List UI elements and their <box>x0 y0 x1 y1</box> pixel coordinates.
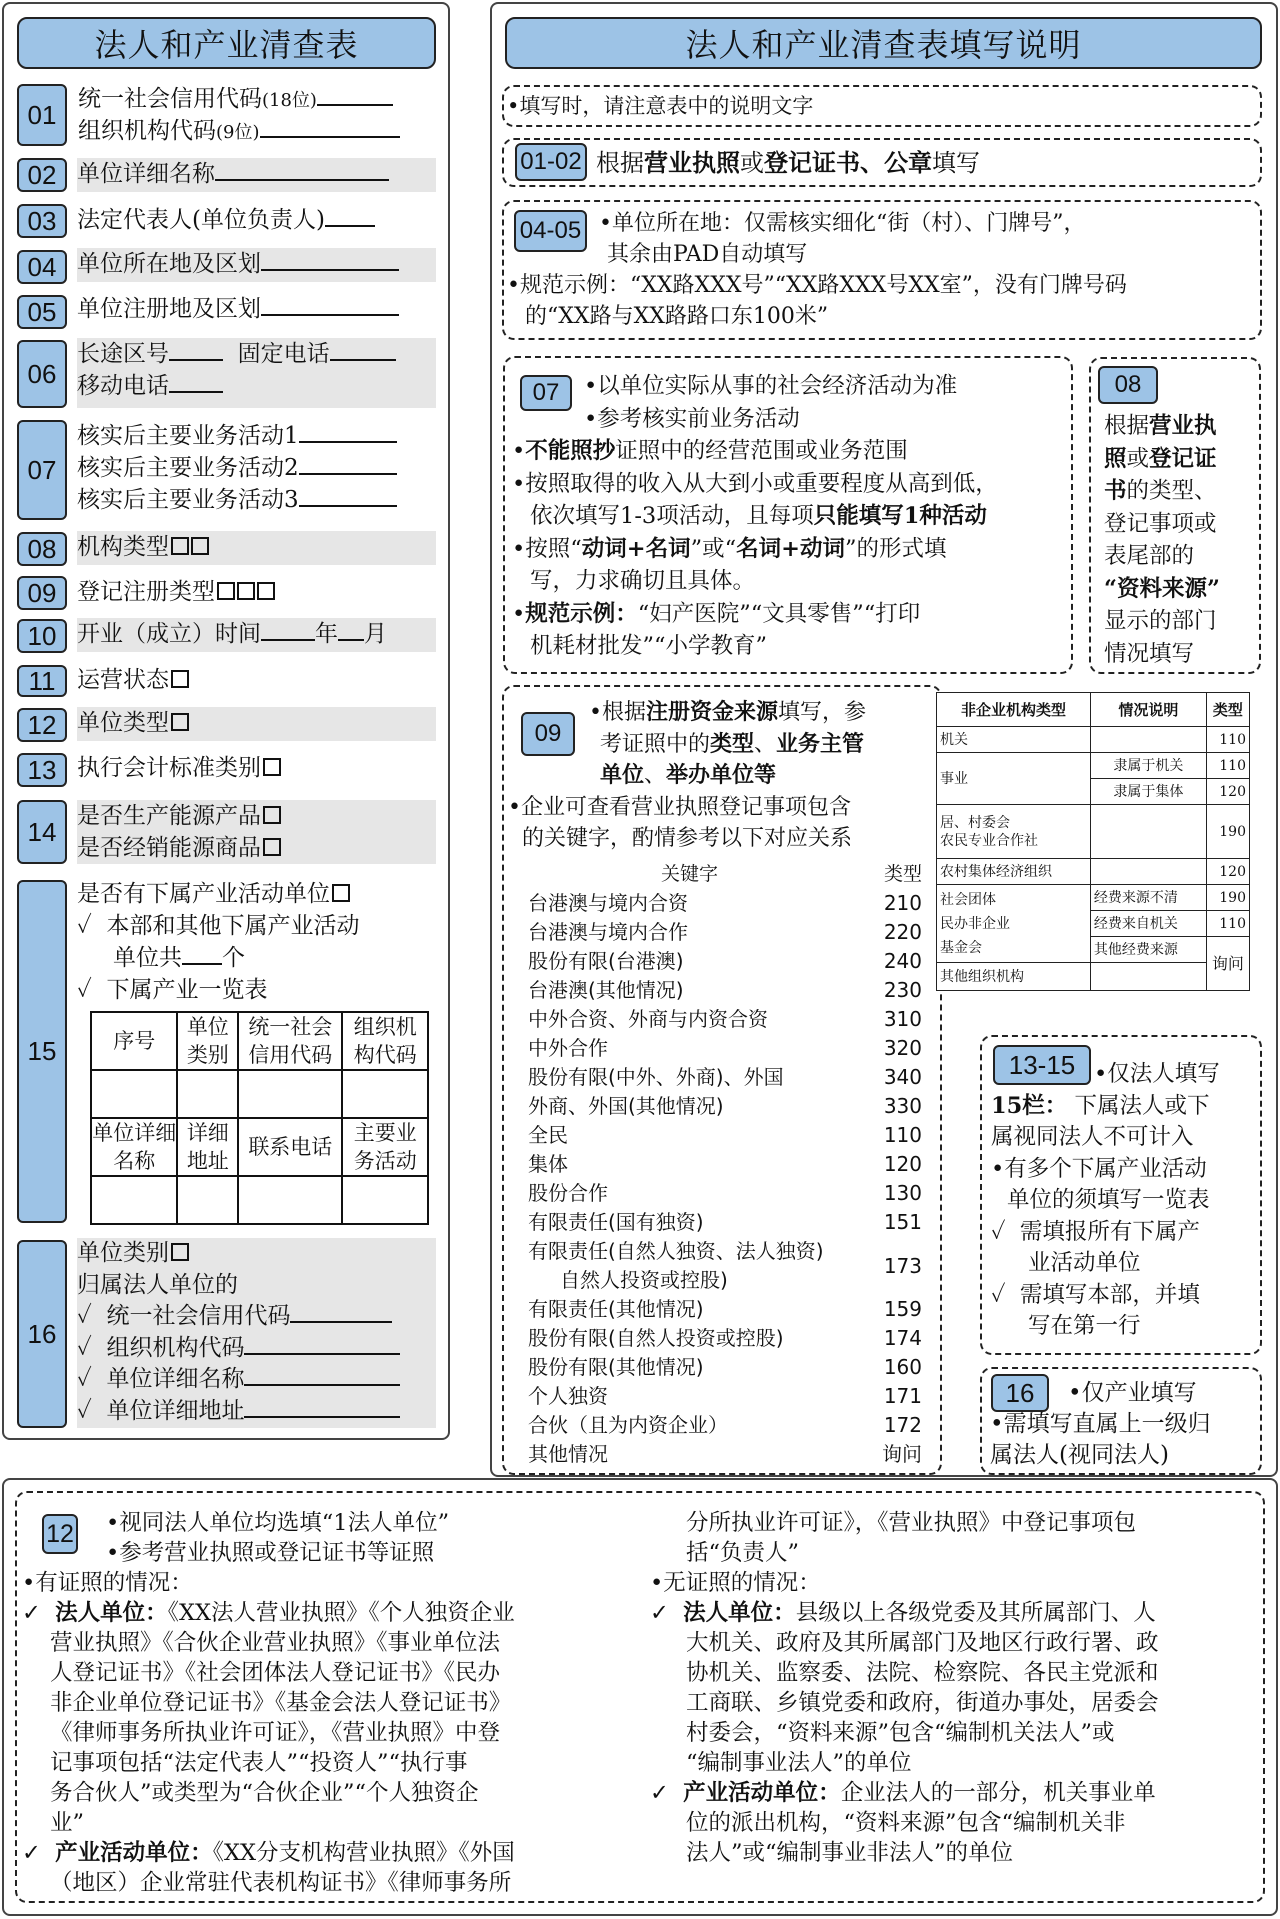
keyword-row: 中外合作 320 <box>528 1036 922 1060</box>
field-01-credit-code[interactable]: 统一社会信用代码(18位) <box>78 83 436 117</box>
field-16-parent-unit[interactable]: 单位类别 归属法人单位的 ✓ 统一社会信用代码 ✓ 组织机构代码 ✓ 单位详细名称 ✓ 单位详细地址 <box>77 1238 436 1428</box>
field-10-founding-date[interactable]: 开业（成立）时间 年 月 <box>77 618 436 652</box>
guide-12-right-text: 分所执业许可证》，《营业执照》中登记事项包 括“负责人” •无证照的情况： ✓ 法人单位：县级以上各级党委及其所属部门、人 大机关、政府及其所属部门及地区行政行署、政 协机关、监察委、法院、检察院、各民主党派和 工商联、乡镇党委和政府，街道办事处，居委会 村委会，“资料来源”包含“编制机关法人”或 “编制事业法人”的单位 ✓ 产业活动单位：企业法人的一部分，机关事业单 位的派出机构，“资料来源”包含“编制机关非 法人”或“编制事业非法人”的单位 <box>650 1510 1159 1866</box>
field-09-registration-type[interactable]: 登记注册类型 <box>77 576 436 608</box>
field-num-07: 07 <box>17 420 67 520</box>
keyword-row: 股份合作 130 <box>528 1181 922 1205</box>
keyword-row: 个人独资 171 <box>528 1384 922 1408</box>
check-icon: ✓ <box>991 1218 1006 1245</box>
form-title: 法人和产业清查表 <box>17 17 436 69</box>
guide-title: 法人和产业清查表填写说明 <box>505 17 1262 69</box>
keyword-row: 其他情况 询问 <box>528 1442 922 1466</box>
field-num-12: 12 <box>17 708 67 742</box>
field-15-subsidiary[interactable]: 是否有下属产业活动单位 ✓ 本部和其他下属产业活动 单位共 个 ✓ 下属产业一览表 <box>77 881 360 1003</box>
keyword-row: 股份有限(自然人投资或控股) 174 <box>528 1326 922 1350</box>
check-icon: ✓ <box>77 1303 92 1329</box>
keyword-row: 有限责任(自然人独资、法人独资) 自然人投资或控股) 173 <box>528 1239 922 1292</box>
subsidiary-table: 序号 单位类别 统一社会信用代码 组织机构代码 单位详细名称 详细地址 联系电话 主要业务活动 <box>90 1011 429 1225</box>
subsidiary-row-1 <box>91 1070 428 1118</box>
guide-1315-text: •仅法人填写 15栏： 下属法人或下 属视同法人不可计入 •有多个下属产业活动 单位的须填写一览表 ✓ 需填报所有下属产 业活动单位 ✓ 需填写本部，并填 写在第一行 <box>991 1061 1220 1339</box>
keyword-row: 外商、外国(其他情况) 330 <box>528 1094 922 1118</box>
field-03-legal-rep[interactable]: 法定代表人(单位负责人) <box>77 204 436 236</box>
keyword-type-list: 关键字 类型 台港澳与境内合资 210 台港澳与境内合作 220 股份有限(台港澳) 240 台港澳(其他情况) 230 中外合资、外商与内资合资 310 中外合作 320 股份有限(中外、外商)、外国 340 外商、外国(其他情况) 330 全民 110 集体 120 股份合作 130 有限责任(国有独资) 151 有限责任(自然人独资、法人独资) 自然人投资或控股) 173 有限责任(其他情况) 159 股份有限(自然人投资或控股) 174 股份有限(其他情况) 160 个人独资 171 合伙（且为内资企业） 172 其他情况 询问 <box>528 860 922 1469</box>
keyword-row: 有限责任(其他情况) 159 <box>528 1297 922 1321</box>
check-icon: ✓ <box>991 1281 1006 1308</box>
field-num-06: 06 <box>17 340 67 408</box>
field-num-04: 04 <box>17 250 67 284</box>
field-01-org-code[interactable]: 组织机构代码(9位) <box>78 115 436 149</box>
guide-num-0102: 01-02 <box>515 143 587 181</box>
guide-09-text: •根据注册资金来源填写，参 考证照中的类型、业务主管 单位、举办单位等 •企业可查看营业执照登记事项包含 的关键字，酌情参考以下对应关系 <box>508 700 867 851</box>
guide-num-1315: 13-15 <box>993 1045 1091 1085</box>
field-num-10: 10 <box>17 619 67 653</box>
guide-num-16: 16 <box>991 1374 1049 1412</box>
check-icon: ✓ <box>77 1334 92 1361</box>
guide-num-07: 07 <box>520 375 572 411</box>
guide-12-left-text: •视同法人单位均选填“1法人单位” •参考营业执照或登记证书等证照 •有证照的情况： ✓ 法人单位：《XX法人营业执照》《个人独资企业 营业执照》《合伙企业营业执照》《事业单位法 人登记证书》《社会团体法人登记证书》《民办 非企业单位登记证书》《基金会法人登记证书》 《律师事务所执业许可证》，《营业执照》中登 记事项包括“法定代表人”“投资人”“执行事 务合伙人”或类型为“合伙企业”“个人独资企 业” ✓ 产业活动单位：《XX分支机构营业执照》《外国 （地区）企业常驻代表机构证书》《律师事务所 <box>22 1510 515 1896</box>
check-icon: ✓ <box>22 1600 41 1626</box>
field-num-02: 02 <box>17 158 67 192</box>
field-num-13: 13 <box>17 753 67 787</box>
guide-num-09: 09 <box>521 712 575 756</box>
field-13-accounting-standard[interactable]: 执行会计标准类别 <box>77 752 436 784</box>
field-07-activities[interactable]: 核实后主要业务活动1 核实后主要业务活动2 核实后主要业务活动3 <box>77 420 436 516</box>
guide-intro: •填写时，请注意表中的说明文字 <box>507 94 814 118</box>
field-num-03: 03 <box>17 204 67 238</box>
field-num-14: 14 <box>17 800 67 864</box>
guide-0102-text: 根据营业执照或登记证书、公章填写 <box>596 148 980 177</box>
field-04-location[interactable]: 单位所在地及区划 <box>77 248 436 282</box>
guide-num-08: 08 <box>1098 366 1158 404</box>
check-icon: ✓ <box>77 913 92 939</box>
check-icon: ✓ <box>650 1780 669 1806</box>
check-icon: ✓ <box>77 977 92 1003</box>
field-06-phones[interactable]: 长途区号 固定电话 移动电话 <box>77 338 436 408</box>
field-14-energy[interactable]: 是否生产能源产品 是否经销能源商品 <box>77 800 436 864</box>
guide-16-text: •仅产业填写 •需填写直属上一级归 属法人(视同法人) <box>990 1380 1211 1468</box>
keyword-row: 台港澳(其他情况) 230 <box>528 978 922 1002</box>
keyword-row: 合伙（且为内资企业） 172 <box>528 1413 922 1437</box>
keyword-row: 台港澳与境内合资 210 <box>528 891 922 915</box>
field-num-16: 16 <box>17 1240 67 1428</box>
field-11-operating-status[interactable]: 运营状态 <box>77 664 436 696</box>
field-12-unit-type[interactable]: 单位类型 <box>77 707 436 741</box>
guide-07-text: •以单位实际从事的社会经济活动为准 •参考核实前业务活动 •不能照抄证照中的经营范围或业务范围 •按照取得的收入从大到小或重要程度从高到低， 依次填写1-3项活动，且每项只能填写1种活动 •按照“动词+名词”或“名词+动词”的形式填 写，力求确切且具体。 •规范示例：“妇产医院”“文具零售”“打印 机耗材批发”“小学教育” <box>512 373 998 659</box>
keyword-row: 有限责任(国有独资) 151 <box>528 1210 922 1234</box>
keyword-row: 股份有限(台港澳) 240 <box>528 949 922 973</box>
keyword-row: 集体 120 <box>528 1152 922 1176</box>
field-num-05: 05 <box>17 295 67 329</box>
keyword-row: 台港澳与境内合作 220 <box>528 920 922 944</box>
field-num-09: 09 <box>17 576 67 610</box>
keyword-row: 中外合资、外商与内资合资 310 <box>528 1007 922 1031</box>
field-num-08: 08 <box>17 532 67 566</box>
guide-num-0405: 04-05 <box>514 210 587 252</box>
guide-num-12: 12 <box>42 1514 78 1554</box>
check-icon: ✓ <box>77 1366 92 1392</box>
keyword-row: 股份有限(中外、外商)、外国 340 <box>528 1065 922 1089</box>
field-num-11: 11 <box>17 665 67 697</box>
field-num-01: 01 <box>17 84 67 146</box>
guide-0405-text: •单位所在地：仅需核实细化“街（村）、门牌号”， 其余由PAD自动填写 •规范示例：“XX路XXX号”“XX路XXX号XX室”，没有门牌号码 的“XX路与XX路路口东100米” <box>507 211 1127 329</box>
keyword-row: 股份有限(其他情况) 160 <box>528 1355 922 1379</box>
field-02-unit-name[interactable]: 单位详细名称 <box>77 158 436 192</box>
check-icon: ✓ <box>22 1840 41 1866</box>
keyword-row: 全民 110 <box>528 1123 922 1147</box>
guide-08-text: 根据营业执 照或登记证 书的类型、 登记事项或 表尾部的 “资料来源” 显示的部门 情况填写 <box>1104 413 1220 667</box>
subsidiary-row-2 <box>91 1176 428 1224</box>
field-num-15: 15 <box>17 880 67 1223</box>
field-08-org-type[interactable]: 机构类型 <box>77 531 436 565</box>
field-05-registered-address[interactable]: 单位注册地及区划 <box>77 293 436 325</box>
non-enterprise-table: 非企业机构类型 情况说明 类型 机关 110 事业 隶属于机关 110 隶属于集体 120 居、村委会 农民专业合作社 190 农村集体经济组织 120 社会团体 民办非企业 基金会 经费来源不清 190 经费来自机关 110 其他经费来源 询问 其他组织机构 <box>936 692 1250 991</box>
check-icon: ✓ <box>77 1397 92 1424</box>
check-icon: ✓ <box>650 1600 669 1626</box>
